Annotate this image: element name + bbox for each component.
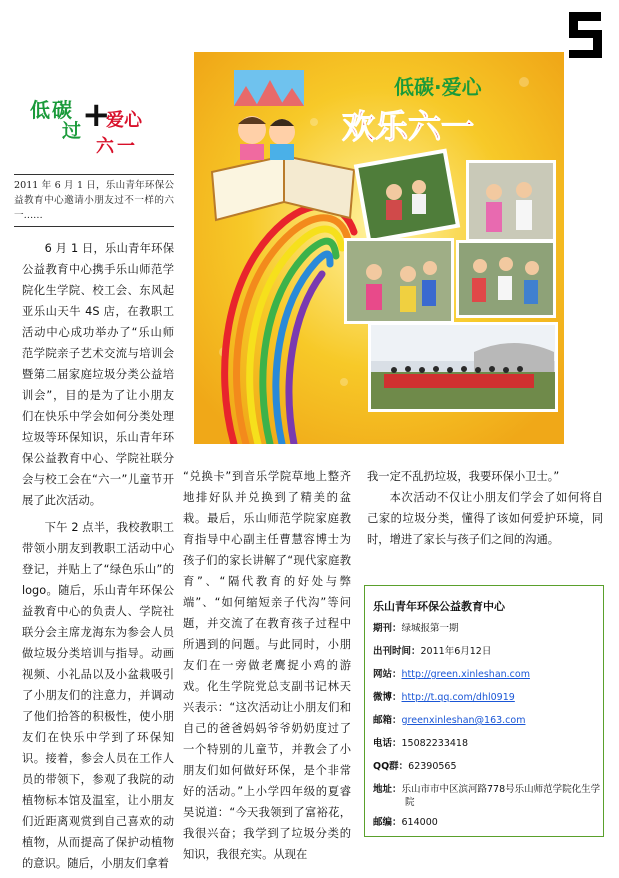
logo-text-low-carbon: 低碳 — [30, 98, 74, 122]
date-value: 2011年6月12日 — [420, 646, 492, 657]
hero-title-red: 欢乐六一 — [342, 107, 474, 146]
website-label: 网站： — [373, 669, 402, 680]
info-date — [373, 645, 601, 658]
issue-value: 绿城报第一期 — [401, 623, 459, 634]
info-qq — [373, 760, 601, 773]
logo-text-guo: 过 — [62, 120, 82, 142]
article-caption: 2011 年 6 月 1 日，乐山青年环保公益教育中心邀请小朋友过不一样的六一…… — [14, 174, 174, 227]
paragraph: “兑换卡”到音乐学院草地上整齐地排好队并兑换到了精美的盆栽。最后，乐山师范学院家庭教育指导中心副主任曹慧容博士为孩子们的家长讲解了“现代家庭教育”、“隔代教育的好处与弊端”、“如何缩短亲子代沟”等问题，并交流了在教育孩子过程中所遇到的问题。与此同时，小朋友们在一旁做老鹰捉小鸡的游戏。化生学院党总支副书记林天兴表示：“这次活动让小朋友们和自己的爸爸妈妈爷爷奶奶度过了一个特别的儿童节，并教会了小朋友们如何做好环保，是个非常好的活动。”上小学四年级的夏睿昊说道：“今天我领到了富裕花，我很兴奋；我学到了垃圾分类的知识，我很充实。从现在 — [183, 470, 351, 861]
logo-text-love: 爱心 — [106, 110, 142, 131]
article-column-1 — [22, 238, 174, 874]
logo-text-june-first: 六一 — [96, 136, 138, 157]
contact-info-box — [364, 585, 604, 837]
photo-frame — [344, 238, 454, 324]
title-logo — [22, 88, 172, 168]
hero-title-green: 低碳·爱心 — [394, 75, 482, 99]
address-value: 乐山市市中区滨河路778号乐山师范学院化生学院 — [401, 784, 601, 808]
info-website — [373, 668, 601, 681]
info-address — [373, 783, 601, 809]
issue-label: 期刊： — [373, 623, 402, 634]
paragraph: 下午 2 点半，我校教职工带领小朋友到教职工活动中心登记，并贴上了“绿色乐山”的 logo。随后，乐山青年环保公益教育中心的负责人、学院社联分会主席龙海东为参会人员做垃圾分类培训与指导。动画视频、小礼品以及小盆栽吸引了小朋友们的注意力，并调动了他们拾答的积极性，使小朋友们在快乐中学到了环保知识。接着，参会人员在工作人员的带领下，参观了我院的动植物标本馆及温室，让小朋友们近距离观赏到自己喜欢的动植物，从而提高了保护动植物的意识。随后，小朋友们拿着 — [22, 521, 174, 870]
paragraph: 我一定不乱扔垃圾，我要环保小卫士。” — [367, 470, 560, 483]
paragraph: 本次活动不仅让小朋友们学会了如何将自己家的垃圾分类，懂得了该如何爱护环境，同时，增进了家长与孩子们之间的沟通。 — [367, 491, 603, 546]
info-weibo — [373, 691, 601, 704]
phone-label: 电话： — [373, 738, 402, 749]
photo-frame — [368, 322, 558, 412]
address-label: 地址： — [373, 784, 402, 795]
article-column-2 — [183, 466, 351, 865]
hero-photo-collage — [194, 52, 564, 444]
article-column-3 — [367, 466, 603, 550]
info-issue — [373, 622, 601, 635]
website-link[interactable]: http://green.xinleshan.com — [401, 669, 530, 680]
photo-frame — [466, 160, 556, 242]
photo-frame — [456, 240, 556, 318]
info-phone — [373, 737, 601, 750]
weibo-link[interactable]: http://t.qq.com/dhl0919 — [401, 692, 515, 703]
paragraph: 6 月 1 日，乐山青年环保公益教育中心携手乐山师范学院化生学院、校工会、东风起亚乐山天牛 4S 店，在教职工活动中心成功举办了“乐山师范学院亲子艺术交流与培训会暨第二届家庭垃圾分类公益培训会”，目的是为了让小朋友们在快乐中学会如何分类处理垃圾等环保知识，乐山青年环保公益教育中心、学院社联分会与校工会在“六一”儿童节开展了此次活动。 — [22, 242, 174, 507]
page-number: 5 — [567, 10, 568, 11]
photo-frame — [354, 148, 460, 243]
qq-value: 62390565 — [408, 761, 457, 772]
info-zip — [373, 816, 601, 829]
email-label: 邮箱： — [373, 715, 402, 726]
email-link[interactable]: greenxinleshan@163.com — [401, 715, 526, 726]
info-title: 乐山青年环保公益教育中心 — [373, 600, 505, 613]
weibo-label: 微博： — [373, 692, 402, 703]
phone-value: 15082233418 — [401, 738, 469, 749]
info-email — [373, 714, 601, 727]
zip-value: 614000 — [401, 817, 438, 828]
zip-label: 邮编： — [373, 817, 402, 828]
logo-plus: + — [82, 95, 111, 135]
qq-label: QQ群： — [373, 761, 409, 772]
page-number-icon — [567, 10, 605, 60]
date-label: 出刊时间： — [373, 646, 421, 657]
